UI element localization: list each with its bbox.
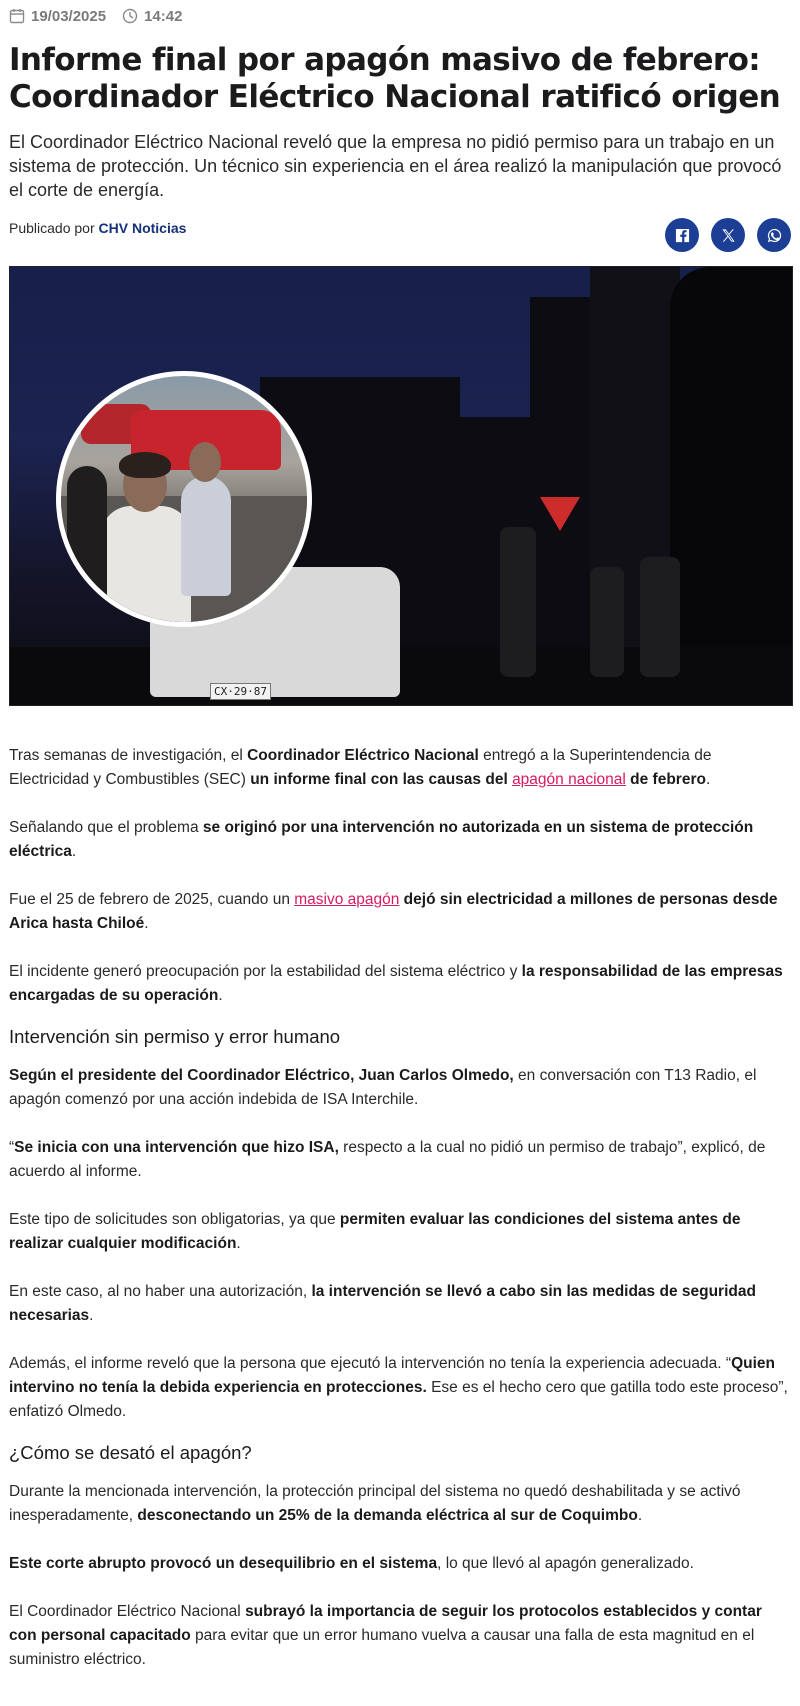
text: Tras semanas de investigación, el [9,747,248,764]
pedestrian-silhouette [640,557,680,677]
walking-person [181,476,231,596]
text: El incidente generó preocupación por la estabilidad del sistema eléctrico y [9,963,522,980]
bold-text: la intervención se llevó a cabo sin las medidas de seguridad necesarias [9,1283,756,1324]
clock-icon [122,8,138,24]
bold-text: un informe final con las causas del [250,771,513,788]
cyclist-silhouette [500,527,536,677]
text: . [218,987,223,1004]
share-whatsapp-button[interactable] [757,218,791,252]
byline [9,218,186,236]
calendar-icon [9,8,25,24]
bold-text: de febrero [625,771,706,788]
apagon-nacional-link[interactable]: apagón nacional [512,771,626,788]
bold-text: Este corte abrupto provocó un desequilibrio en el sistema [9,1555,438,1572]
text: . [705,771,711,788]
person-hair [119,452,171,478]
walking-person [67,466,107,616]
paragraph [9,960,791,1008]
person-head [189,442,221,482]
yield-sign [540,497,580,531]
text: . [637,1507,643,1524]
byline-row [9,218,791,254]
text: Durante la mencionada intervención, la protección principal del sistema no quedó deshabilitada y se activó inesperadamente, [9,1483,741,1524]
bold-text: Coordinador Eléctrico Nacional [247,747,479,764]
bold-text: desconectando un 25% de la demanda eléctrica al sur de Coquimbo [137,1507,638,1524]
text: Fue el 25 de febrero de 2025, cuando un [9,891,295,908]
bold-text: Según el presidente del Coordinador Eléctrico, Juan Carlos Olmedo, [9,1067,514,1084]
paragraph [9,1480,791,1528]
text: . [236,1235,241,1252]
paragraph [9,816,791,864]
text: para evitar que un error humano vuelva a causar una falla de esta magnitud en el suministro eléctrico. [9,1627,755,1668]
date-meta [9,8,106,25]
article-body [9,744,791,1672]
paragraph [9,744,791,792]
bold-text: la responsabilidad de las empresas encargadas de su operación [9,963,783,1004]
facebook-icon [675,228,690,243]
share-buttons [665,218,791,252]
text: El Coordinador Eléctrico Nacional [9,1603,246,1620]
text: . [89,1307,94,1324]
whatsapp-icon [767,228,782,243]
bold-text: se originó por una intervención no autorizada en un sistema de protección eléctrica [9,819,754,860]
article-time: 14:42 [144,7,183,25]
paragraph [9,1208,791,1256]
text: Este tipo de solicitudes son obligatorias, ya que [9,1211,340,1228]
text: “ [9,1139,15,1156]
tree-silhouette [670,267,793,706]
pedestrian-silhouette [590,567,624,677]
article-date: 19/03/2025 [31,7,107,25]
masivo-apagon-link[interactable]: masivo apagón [294,891,400,908]
text: Señalando que el problema [9,819,203,836]
article-lead: El Coordinador Eléctrico Nacional reveló que la empresa no pidió permiso para un trabajo en un sistema de protección. Un técnico sin experiencia en el área realizó la manipulación que provocó el corte de energía. [9,132,782,200]
share-facebook-button[interactable] [665,218,699,252]
text: En este caso, al no haber una autorización, [9,1283,312,1300]
text: . [144,915,149,932]
paragraph [9,888,791,936]
byline-prefix: Publicado por [9,220,95,236]
time-meta [122,8,182,25]
text: respecto a la cual no pidió un permiso de trabajo”, explicó, de acuerdo al informe. [9,1139,766,1180]
section-heading: ¿Cómo se desató el apagón? [9,1442,252,1463]
paragraph [9,1280,791,1328]
article-headline: Informe final por apagón masivo de febrero: Coordinador Eléctrico Nacional ratificó origen [9,42,781,115]
bold-text: Quien intervino no tenía la debida experiencia en protecciones. [9,1355,775,1396]
x-icon [721,228,736,243]
text: , lo que llevó al apagón generalizado. [437,1555,694,1572]
text: entregó a la Superintendencia de Electricidad y Combustibles (SEC) [9,747,712,788]
bold-text: Se inicia con una intervención que hizo ISA, [14,1139,339,1156]
bold-text: permiten evaluar las condiciones del sistema antes de realizar cualquier modificación [9,1211,741,1252]
author-link[interactable]: CHV Noticias [98,220,187,236]
paragraph [9,1552,791,1576]
section-heading: Intervención sin permiso y error humano [9,1026,341,1047]
text: . [71,843,77,860]
text: en conversación con T13 Radio, el apagón comenzó por una acción indebida de ISA Interchile. [9,1067,757,1108]
paragraph [9,1352,791,1424]
bold-text: dejó sin electricidad a millones de personas desde Arica hasta Chiloé [9,891,778,932]
bold-text: subrayó la importancia de seguir los protocolos establecidos y contar con personal capacitado [9,1603,762,1644]
inset-photo [56,371,312,627]
hero-image [9,266,793,706]
paragraph [9,1600,791,1672]
text: Además, el informe reveló que la persona que ejecutó la intervención no tenía la experiencia adecuada. “ [9,1355,732,1372]
walking-person [101,506,191,627]
share-x-button[interactable] [711,218,745,252]
text: Ese es el hecho cero que gatilla todo este proceso”, enfatizó Olmedo. [9,1379,788,1420]
paragraph [9,1064,791,1112]
car-plate: CX·29·87 [210,683,271,700]
article-meta [9,0,791,32]
paragraph [9,1136,791,1184]
